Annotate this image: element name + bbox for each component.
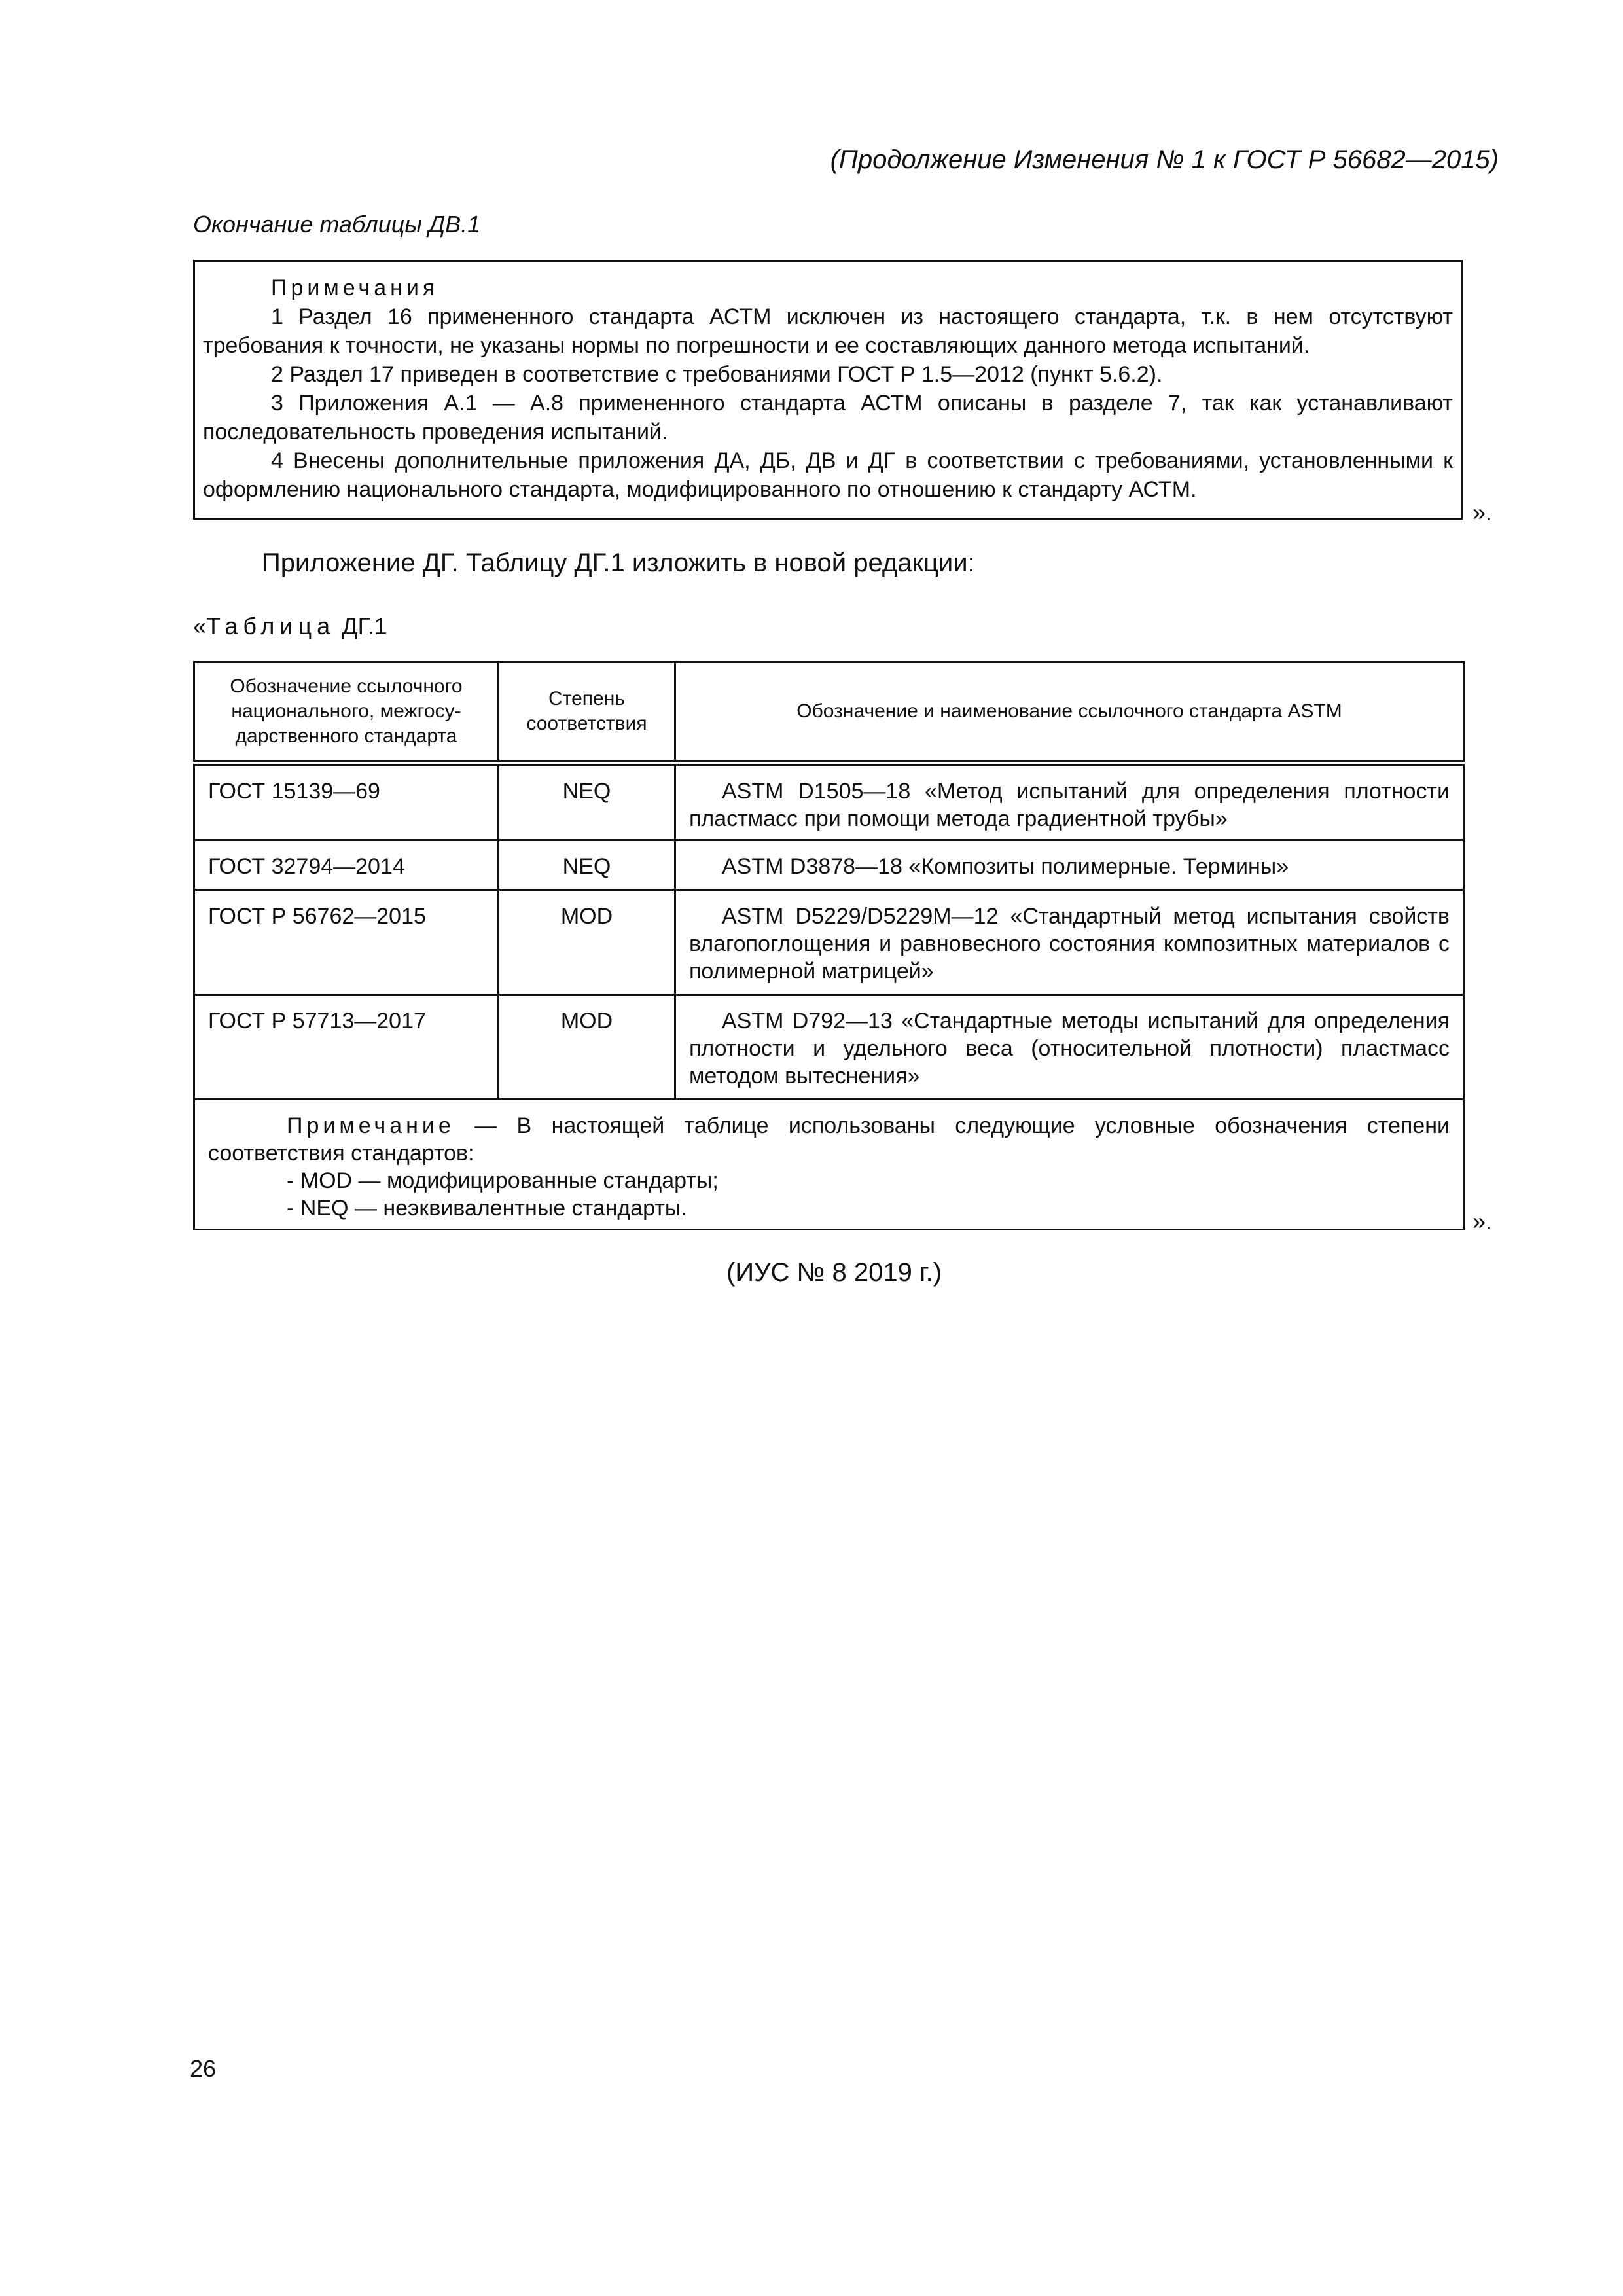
cell-astm: ASTM D5229/D5229M—12 «Стандартный метод испытания свойств влагопоглощения и равновесного состояния композитных материалов с полимерной матрицей» (675, 890, 1464, 995)
table-note-row (194, 1100, 1464, 1230)
table-dv1-caption: Окончание таблицы ДВ.1 (193, 211, 481, 238)
cell-degree: MOD (499, 995, 675, 1100)
header-gost: Обозначение ссылочного национального, межгосу-дарственного стандарта (194, 662, 499, 763)
notes-title: Примечания (271, 276, 439, 300)
amendment-instruction: Приложение ДГ. Таблицу ДГ.1 изложить в новой редакции: (262, 548, 975, 577)
page-number: 26 (190, 2055, 217, 2082)
note-4: 4 Внесены дополнительные приложения ДА, ДБ, ДВ и ДГ в соответствии с требованиями, установленными к оформлению национального стандарта, модифицированного по отношению к стандарту АСТМ. (203, 448, 1453, 502)
running-head: (Продолжение Изменения № 1 к ГОСТ Р 56682—2015) (830, 145, 1499, 174)
cell-astm: ASTM D1505—18 «Метод испытаний для определения плотности пластмасс при помощи метода градиентной трубы» (675, 763, 1464, 840)
cell-gost: ГОСТ 15139—69 (194, 763, 499, 840)
table-dv1-closing-quote: ». (1472, 499, 1493, 526)
cell-degree: MOD (499, 890, 675, 995)
note-title: Примечание (287, 1113, 455, 1138)
note-item-neq: - NEQ — неэквивалентные стандарты. (287, 1196, 687, 1221)
table-dg1-caption: «Таблица ДГ.1 (193, 613, 387, 639)
table-header-row (194, 662, 1464, 763)
table-row (194, 995, 1464, 1100)
note-item-mod: - MOD — модифицированные стандарты; (287, 1168, 719, 1193)
note-paragraph (208, 1112, 1450, 1167)
table-row (194, 890, 1464, 995)
cell-astm: ASTM D3878—18 «Композиты полимерные. Термины» (675, 840, 1464, 890)
cell-gost: ГОСТ Р 56762—2015 (194, 890, 499, 995)
note-text: — В настоящей таблице использованы следующие условные обозначения степени соответствия стандартов: (208, 1113, 1450, 1166)
header-degree: Степень соответствия (499, 662, 675, 763)
header-astm: Обозначение и наименование ссылочного стандарта ASTM (675, 662, 1464, 763)
note-1: 1 Раздел 16 примененного стандарта АСТМ исключен из настоящего стандарта, т.к. в нем отсутствуют требования к точности, не указаны нормы по погрешности и ее составляющих данного метода испытаний. (203, 304, 1453, 358)
table-row (194, 840, 1464, 890)
table-dv1-notes (193, 260, 1463, 520)
table-note (194, 1100, 1464, 1230)
cell-degree: NEQ (499, 763, 675, 840)
cell-degree: NEQ (499, 840, 675, 890)
table-dg1-closing-quote: ». (1472, 1208, 1493, 1234)
cell-gost: ГОСТ Р 57713—2017 (194, 995, 499, 1100)
table-dg1 (193, 661, 1465, 1230)
source-reference: (ИУС № 8 2019 г.) (726, 1258, 942, 1287)
cell-astm: ASTM D792—13 «Стандартные методы испытаний для определения плотности и удельного веса (относительной плотности) пластмасс методом вытеснения» (675, 995, 1464, 1100)
note-2: 2 Раздел 17 приведен в соответствие с требованиями ГОСТ Р 1.5—2012 (пункт 5.6.2). (271, 362, 1163, 387)
note-3: 3 Приложения А.1 — А.8 примененного стандарта АСТМ описаны в разделе 7, так как устанавливают последовательность проведения испытаний. (203, 391, 1453, 444)
cell-gost: ГОСТ 32794—2014 (194, 840, 499, 890)
table-row (194, 763, 1464, 840)
